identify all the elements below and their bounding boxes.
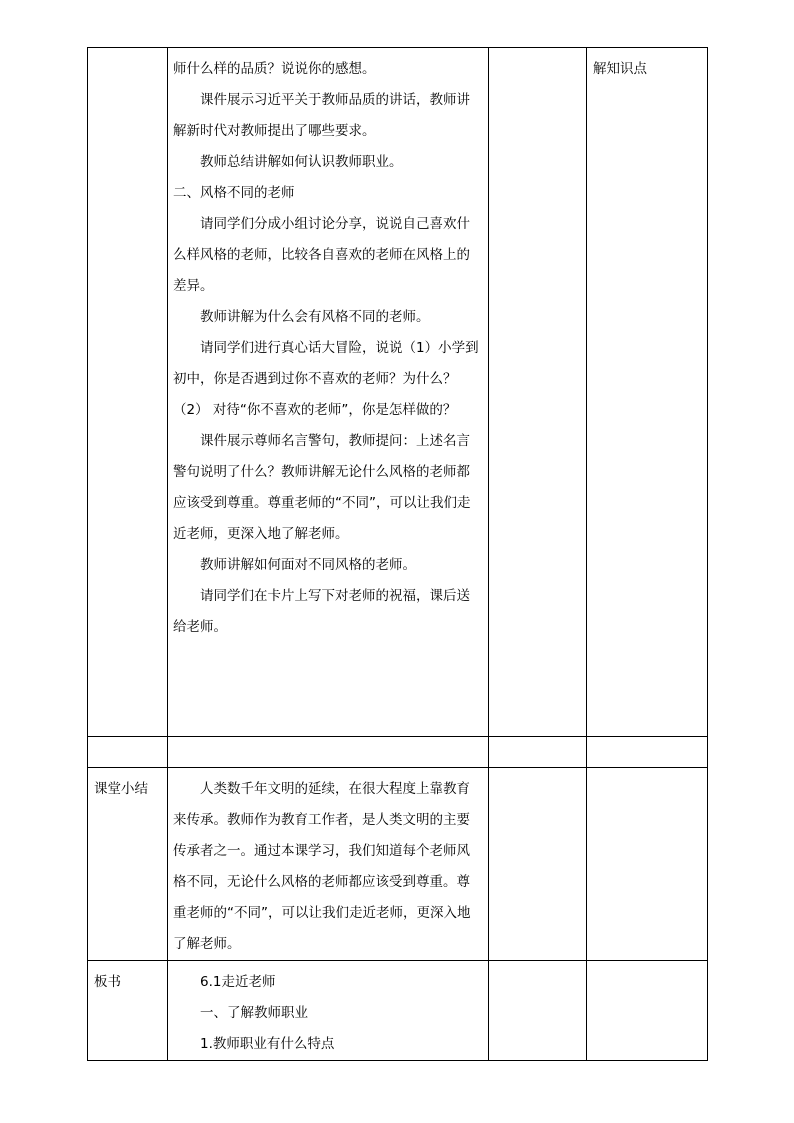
activity-content-cell bbox=[168, 48, 489, 737]
paragraph: 教师讲解如何面对不同风格的老师。 bbox=[200, 557, 416, 573]
student-activity-cell bbox=[489, 48, 587, 737]
board-content-cell bbox=[168, 961, 489, 1061]
paragraph: 教师讲解为什么会有风格不同的老师。 bbox=[200, 309, 430, 325]
activity-row bbox=[88, 48, 708, 737]
design-intent-cell bbox=[587, 48, 708, 737]
empty-cell bbox=[489, 961, 587, 1061]
empty-cell bbox=[489, 737, 587, 768]
summary-row bbox=[88, 768, 708, 961]
paragraph: 教师总结讲解如何认识教师职业。 bbox=[200, 154, 403, 170]
board-line: 一、了解教师职业 bbox=[200, 1005, 308, 1021]
empty-cell bbox=[587, 768, 708, 961]
paragraph: 请同学们进行真心话大冒险，说说（1）小学到初中，你是否遇到过你不喜欢的老师？为什么？（2） 对待“你不喜欢的老师”，你是怎样做的？ bbox=[173, 340, 479, 418]
paragraph: 请同学们在卡片上写下对老师的祝福，课后送给老师。 bbox=[173, 588, 470, 635]
lesson-plan-table bbox=[87, 47, 708, 1061]
summary-text-cell bbox=[168, 768, 489, 961]
empty-cell bbox=[168, 737, 489, 768]
design-intent-text: 解知识点 bbox=[593, 61, 647, 77]
paragraph: 课件展示尊师名言警句，教师提问：上述名言警句说明了什么？教师讲解无论什么风格的老师都应该受到尊重。尊重老师的“不同”，可以让我们走近老师，更深入地了解老师。 bbox=[173, 433, 471, 542]
board-row bbox=[88, 961, 708, 1061]
paragraph: 师什么样的品质？说说你的感想。 bbox=[173, 61, 376, 77]
activity-label-cell bbox=[88, 48, 168, 737]
board-line: 6.1走近老师 bbox=[200, 974, 276, 990]
empty-cell bbox=[88, 737, 168, 768]
empty-cell bbox=[489, 768, 587, 961]
paragraph: 请同学们分成小组讨论分享，说说自己喜欢什么样风格的老师，比较各自喜欢的老师在风格上的差异。 bbox=[173, 216, 470, 294]
summary-text: 人类数千年文明的延续，在很大程度上靠教育来传承。教师作为教育工作者，是人类文明的主要传承者之一。通过本课学习，我们知道每个老师风格不同，无论什么风格的老师都应该受到尊重。尊重老师的“不同”，可以让我们走近老师，更深入地了解老师。 bbox=[173, 781, 471, 952]
empty-row bbox=[88, 737, 708, 768]
board-line: 1.教师职业有什么特点 bbox=[200, 1036, 335, 1052]
empty-cell bbox=[587, 961, 708, 1061]
summary-label: 课堂小结 bbox=[88, 768, 168, 961]
board-label: 板书 bbox=[88, 961, 168, 1061]
paragraph: 课件展示习近平关于教师品质的讲话，教师讲解新时代对教师提出了哪些要求。 bbox=[173, 92, 470, 139]
empty-cell bbox=[587, 737, 708, 768]
section-heading: 二、风格不同的老师 bbox=[173, 185, 295, 201]
